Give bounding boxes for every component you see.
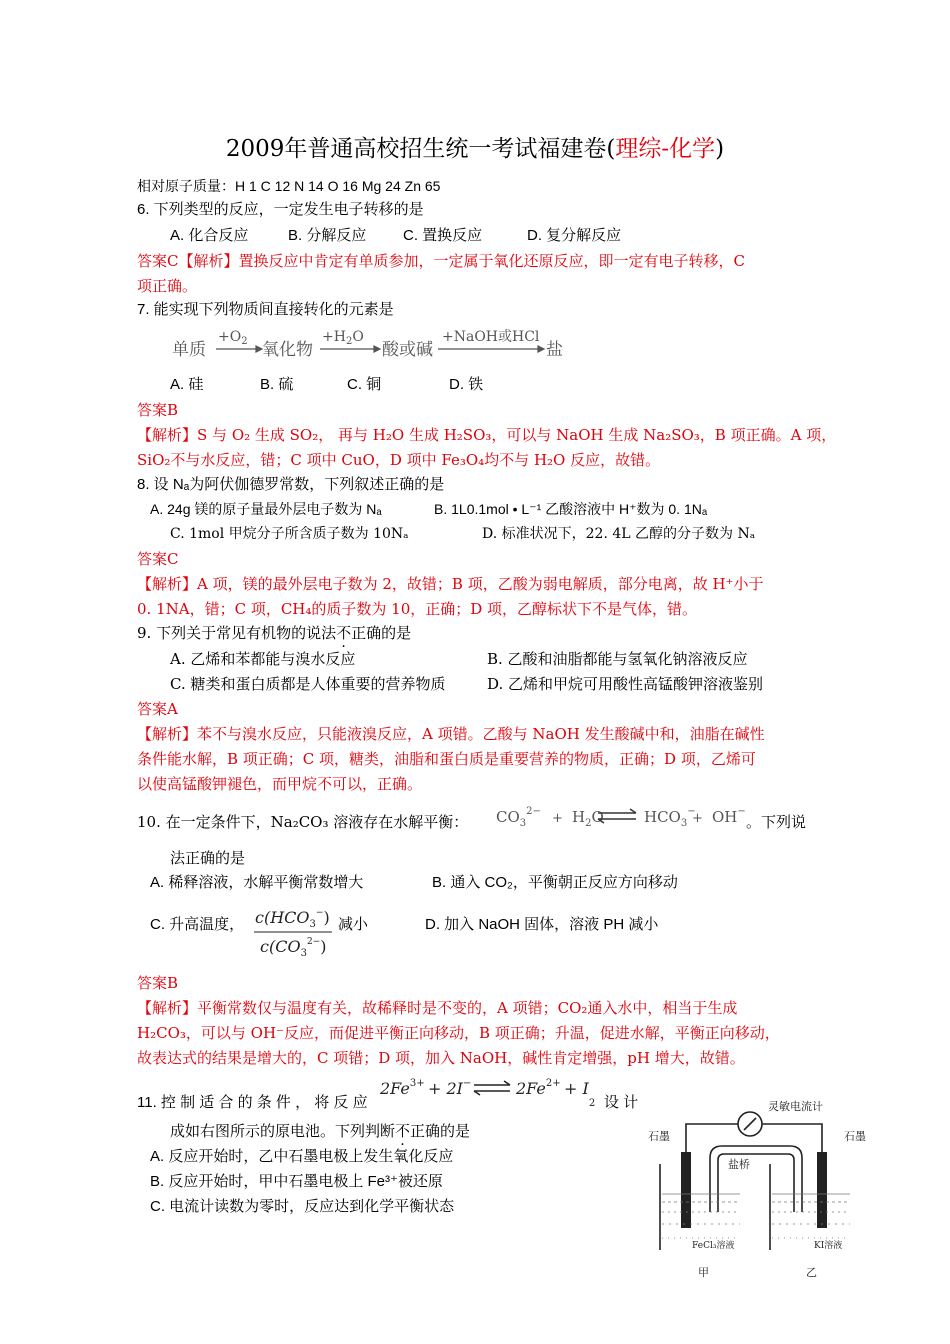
q9-option-a: A. 乙烯和苯都能与溴水反应 — [170, 650, 356, 668]
chain-substance-3: 酸或碱 — [382, 340, 433, 360]
q9-option-b: B. 乙酸和油脂都能与氢氧化钠溶液反应 — [487, 650, 748, 668]
left-electrode-label: 石墨 — [648, 1130, 670, 1143]
q6-stem: 6. 下列类型的反应，一定发生电子转移的是 — [137, 201, 424, 218]
svg-text:CO32−: $CO_3^{2-}$ — [496, 806, 541, 829]
q6-option-a: A. 化合反应 — [170, 227, 249, 244]
q7-option-a: A. 硅 — [170, 376, 204, 393]
q9-explain-line1: 【解析】苯不与溴水反应，只能液溴反应，A 项错。乙酸与 NaOH 发生酸碱中和，油脂在碱性 — [137, 725, 765, 743]
q6-option-d: D. 复分解反应 — [527, 227, 622, 244]
q7-conversion-chain — [170, 324, 590, 364]
q9-explain-line2: 条件能水解，B 项正确；C 项，糖类，油脂和蛋白质是重要营养的物质，正确；D 项，乙烯可 — [137, 750, 756, 768]
q8-option-a: A. 24g 镁的原子量最外层电子数为 Nₐ — [150, 501, 382, 517]
q10-option-a: A. 稀释溶液，水解平衡常数增大 — [150, 874, 364, 891]
q10-option-d: D. 加入 NaOH 固体，溶液 PH 减小 — [425, 916, 659, 933]
q7-option-c: C. 铜 — [347, 376, 382, 393]
left-cell-label: 甲 — [698, 1266, 709, 1279]
q8-option-b: B. 1L0.1mol • L⁻¹ 乙酸溶液中 H⁺数为 0. 1Nₐ — [434, 501, 708, 517]
q10-explain-line1: 【解析】平衡常数仅与温度有关，故稀释时是不变的，A 项错；CO₂通入水中，相当于生成 — [137, 999, 738, 1017]
q8-option-c: C. 1mol 甲烷分子所含质子数为 10Nₐ — [170, 526, 409, 542]
q10-option-c-fraction — [252, 904, 334, 960]
q7-answer: 答案B — [137, 401, 179, 419]
svg-text:+: + — [552, 811, 563, 826]
left-solution-label: FeCl₃溶液 — [692, 1241, 735, 1251]
q8-explain-line1: 【解析】A 项，镁的最外层电子数为 2，故错；B 项，乙酸为弱电解质，部分电离，故 H⁺小于 — [137, 575, 764, 593]
q11-stem-part2: 设 计 — [604, 1094, 639, 1111]
svg-text:+: + — [692, 811, 703, 826]
q11-stem-part3: 成如右图所示的原电池。下列判断不正确的是 — [170, 1122, 471, 1140]
chain-reagent-2: $+H_2O$ — [322, 329, 364, 347]
q8-answer: 答案C — [137, 550, 179, 568]
svg-text:+ 2I−: + 2I− — [428, 1078, 472, 1098]
q11-option-a: A. 反应开始时，乙中石墨电极上发生氧化反应 — [150, 1148, 454, 1165]
right-solution-label: KI溶液 — [814, 1241, 843, 1251]
chain-substance-1: 单质 — [172, 340, 206, 360]
q10-hydrolysis-equation — [494, 800, 744, 834]
q8-option-d: D. 标准状况下，22. 4L 乙醇的分子数为 Nₐ — [482, 526, 756, 542]
q9-explain-line3: 以使高锰酸钾褪色，而甲烷不可以，正确。 — [137, 775, 423, 793]
galvanic-cell-figure — [648, 1094, 888, 1280]
q6-option-b: B. 分解反应 — [288, 227, 367, 244]
q10-stem-part1: 10. 在一定条件下，Na₂CO₃ 溶液存在水解平衡： — [137, 813, 469, 831]
right-electrode-label: 石墨 — [844, 1130, 866, 1143]
left-graphite-electrode — [681, 1152, 691, 1228]
q7-explain-line1: 【解析】S 与 O₂ 生成 SO₂， 再与 H₂O 生成 H₂SO₃，可以与 NaOH 生成 Na₂SO₃，B 项正确。A 项， — [137, 426, 837, 444]
q7-option-d: D. 铁 — [449, 376, 484, 393]
q8-stem: 8. 设 Nₐ为阿伏伽德罗常数，下列叙述正确的是 — [137, 476, 445, 493]
atomic-mass-line: 相对原子质量：H 1 C 12 N 14 O 16 Mg 24 Zn 65 — [137, 178, 441, 194]
page-title: 2009年普通高校招生统一考试福建卷(理综-化学) — [225, 136, 725, 162]
svg-text:2Fe3+: $2Fe^{3+}$ — [380, 1078, 425, 1098]
q11-reaction-equation — [378, 1072, 600, 1112]
q11-option-b: B. 反应开始时，甲中石墨电极上 Fe³⁺被还原 — [150, 1173, 443, 1190]
q10-stem-part3: 法正确的是 — [170, 849, 246, 867]
q9-option-d: D. 乙烯和甲烷可用酸性高锰酸钾溶液鉴别 — [487, 675, 764, 693]
q9-stem: 9. 下列关于常见有机物的说法不正确的是 — [137, 624, 412, 642]
q8-explain-line2: 0. 1NA，错；C 项，CH₄的质子数为 10，正确；D 项，乙醇标状下不是气体，错。 — [137, 600, 698, 618]
q6-answer-line1: 答案C【解析】置换反应中肯定有单质参加，一定属于氧化还原反应，即一定有电子转移，C — [137, 252, 745, 270]
svg-text:c(HCO3−): $c(HCO_3^-)$ — [255, 908, 330, 930]
q10-option-c-tail: 减小 — [338, 916, 369, 933]
chain-reagent-3: +NaOH或HCl — [442, 329, 540, 345]
q10-option-b: B. 通入 CO₂，平衡朝正反应方向移动 — [432, 874, 678, 891]
q11-option-c: C. 电流计读数为零时，反应达到化学平衡状态 — [150, 1198, 455, 1215]
svg-text:+ I2: + $I_2$ — [564, 1079, 596, 1109]
q6-option-c: C. 置换反应 — [403, 227, 483, 244]
svg-text:H2O: $H_2O$ — [572, 808, 604, 829]
q6-answer-line2: 项正确。 — [137, 277, 198, 295]
q7-explain-line2: SiO₂不与水反应，错；C 项中 CuO，D 项中 Fe₃O₄均不与 H₂O 反应，故错。 — [137, 451, 661, 469]
svg-text:HCO3−: $HCO_3^-$ — [644, 806, 696, 829]
chain-reagent-1: $+O_2$ — [218, 329, 248, 347]
svg-text:2Fe2+: $2Fe^{2+}$ — [516, 1078, 561, 1098]
svg-text:OH−: OH− — [712, 806, 746, 826]
q7-stem: 7. 能实现下列物质间直接转化的元素是 — [137, 301, 394, 318]
chain-substance-2: 氧化物 — [262, 340, 313, 360]
q10-answer: 答案B — [137, 974, 179, 992]
q7-option-b: B. 硫 — [260, 376, 294, 393]
q10-option-c: C. 升高温度， — [150, 916, 245, 933]
chain-substance-4: 盐 — [546, 340, 563, 360]
q9-option-c: C. 糖类和蛋白质都是人体重要的营养物质 — [170, 675, 446, 693]
galvanometer-label: 灵敏电流计 — [768, 1100, 823, 1113]
q10-explain-line3: 故表达式的结果是增大的，C 项错；D 项，加入 NaOH，碱性肯定增强，pH 增大，故错。 — [137, 1049, 745, 1067]
right-graphite-electrode — [817, 1152, 827, 1228]
q10-explain-line2: H₂CO₃，可以与 OH⁻反应，而促进平衡正向移动，B 项正确；升温，促进水解，平衡正向移动， — [137, 1024, 780, 1042]
q9-answer: 答案A — [137, 700, 178, 718]
right-cell-label: 乙 — [806, 1266, 817, 1279]
q11-stem-part1: 11. 控 制 适 合 的 条 件 ， 将 反 应 — [137, 1094, 368, 1111]
svg-text:c(CO32−): $c(CO_3^{2-})$ — [260, 937, 327, 959]
salt-bridge-label: 盐桥 — [728, 1158, 750, 1171]
q10-stem-part2: 。下列说 — [746, 813, 807, 831]
